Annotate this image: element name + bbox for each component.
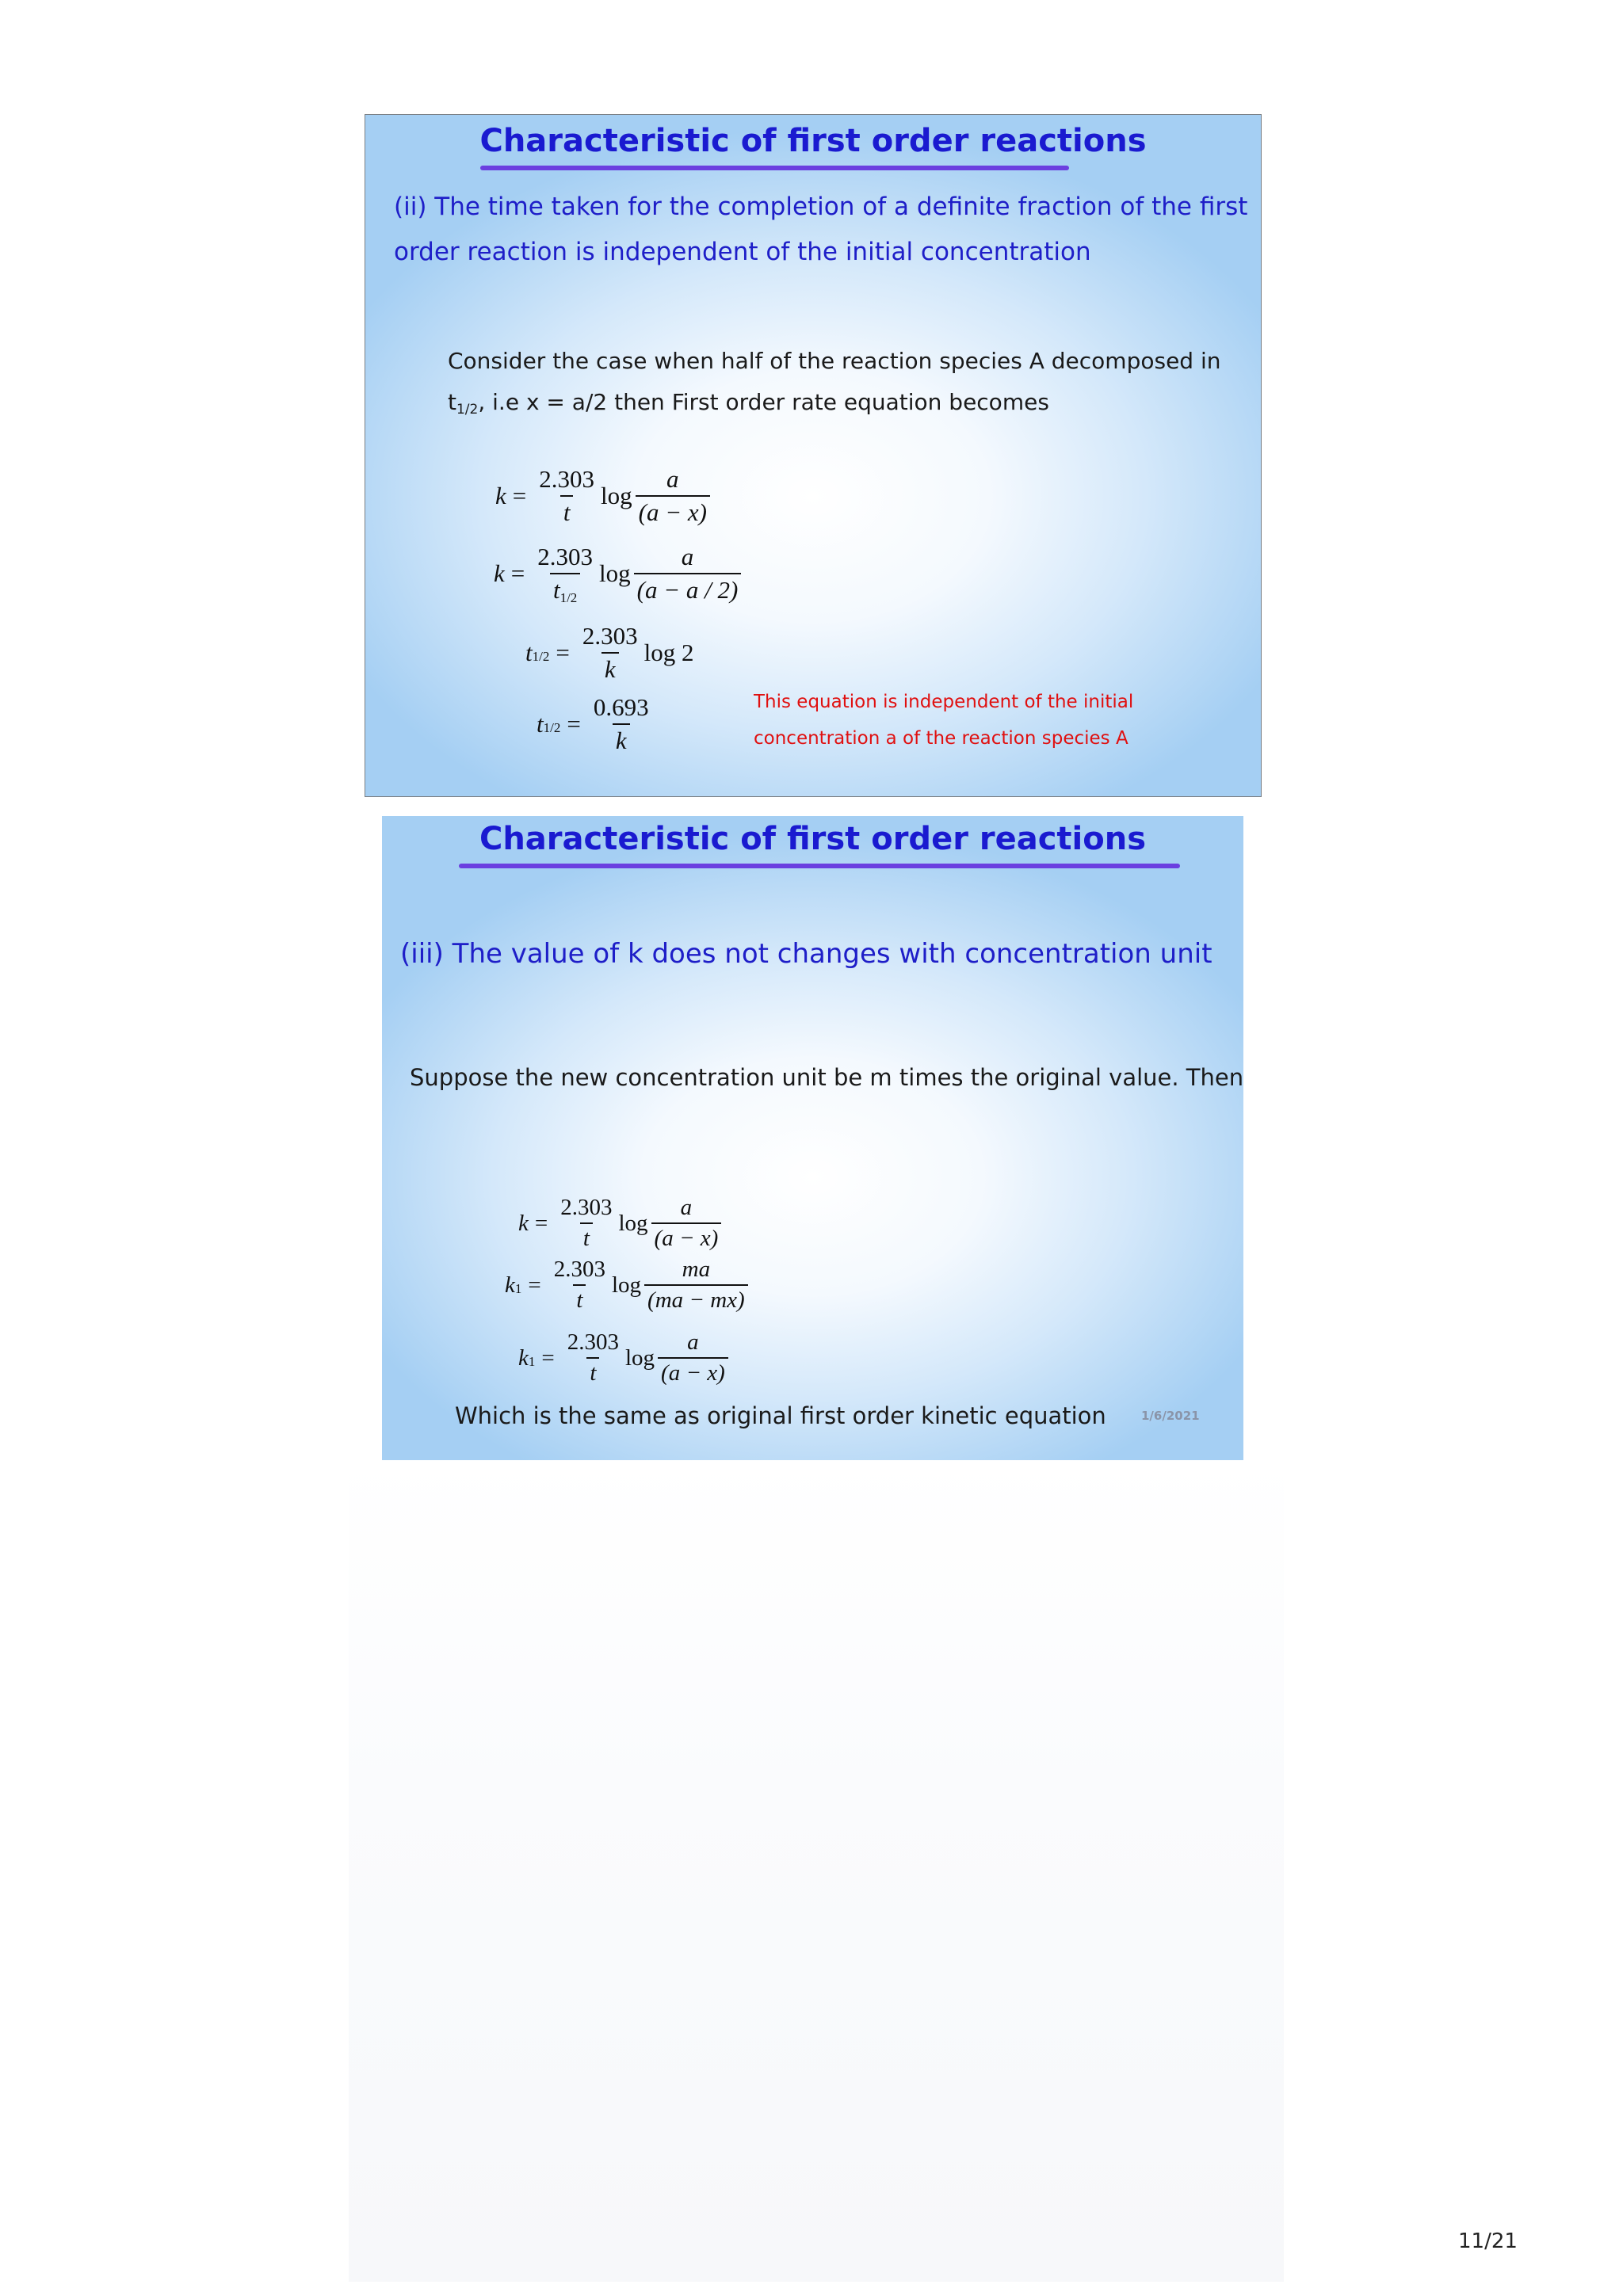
fraction: $\frac{ma}{(ma - mx)}$: [644, 1257, 748, 1314]
point-text-line-2: order reaction is independent of the initial concentration: [394, 238, 1091, 266]
equation-k1-simplified: k 1 = $\frac{2.303}{t}$ log $\frac{a}{(a - x)}$: [518, 1329, 731, 1386]
point-text-line-1: (ii) The time taken for the completion of a definite fraction of the first: [394, 193, 1248, 221]
consider-text-suffix: , i.e x = a/2 then First order rate equation becomes: [478, 389, 1049, 415]
equation-k1-scaled: k 1 = $\frac{2.303}{t}$ log $\frac{ma}{(ma - mx)}$: [505, 1257, 751, 1314]
conclusion-text: Which is the same as original first order kinetic equation: [455, 1402, 1106, 1429]
fraction: $\frac{a}{(a - x)}$: [651, 1195, 722, 1252]
fraction: $\frac{a}{(a - x)}$: [636, 465, 710, 527]
fraction: $\frac{a}{(a - a / 2)}$: [634, 543, 742, 605]
suppose-text: Suppose the new concentration unit be m times the original value. Then: [410, 1064, 1243, 1091]
fraction: $\frac{2.303}{t1/2}$: [537, 543, 593, 605]
title-underline: [480, 166, 1069, 170]
equation-k-original: k = $\frac{2.303}{t}$ log $\frac{a}{(a - x)}$: [518, 1195, 724, 1252]
fraction: $\frac{0.693}{k}$: [593, 693, 649, 754]
fraction: $\frac{2.303}{k}$: [582, 622, 638, 683]
t-symbol: t: [448, 389, 456, 415]
equation-k-half: k = $\frac{2.303}{t1/2}$ log $\frac{a}{(a - a / 2)}$: [494, 543, 744, 605]
page-number: 11/21: [1458, 2229, 1518, 2253]
equation-half-life-0693: t 1/2 = $\frac{0.693}{k}$: [537, 693, 655, 755]
fraction: $\frac{2.303}{t}$: [567, 1329, 619, 1386]
consider-text-line-1: Consider the case when half of the reaction species A decomposed in: [448, 348, 1221, 374]
slide-date: 1/6/2021: [1141, 1409, 1200, 1423]
slide-title: Characteristic of first order reactions: [479, 123, 1147, 159]
equation-half-life-log2: t 1/2 = $\frac{2.303}{k}$ log 2: [525, 622, 694, 683]
point-text: (iii) The value of k does not changes with concentration unit: [400, 938, 1212, 970]
fraction: $\frac{2.303}{t}$: [539, 465, 594, 526]
fraction: $\frac{a}{(a - x)}$: [658, 1329, 728, 1386]
note-line-2: concentration a of the reaction species A: [754, 728, 1128, 749]
consider-text-line-2: [448, 389, 1049, 418]
t-subscript: 1/2: [456, 402, 479, 418]
fraction: $\frac{2.303}{t}$: [560, 1195, 613, 1251]
note-line-1: This equation is independent of the initial: [754, 692, 1134, 712]
title-underline: [459, 864, 1180, 868]
fraction: $\frac{2.303}{t}$: [553, 1257, 605, 1313]
slide-title: Characteristic of first order reactions: [479, 821, 1147, 857]
page-background: [349, 1458, 1284, 2282]
slide-1: [365, 114, 1262, 797]
equation-k-general: k = $\frac{2.303}{t}$ log $\frac{a}{(a - x)}$: [495, 465, 713, 527]
slide-2: [382, 816, 1243, 1460]
